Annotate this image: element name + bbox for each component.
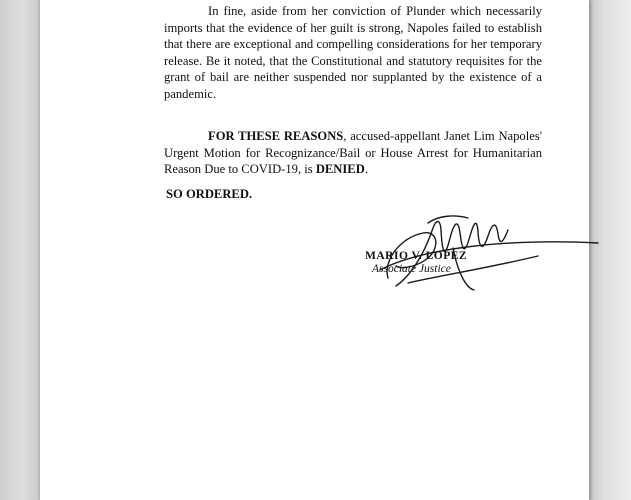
signatory-title: Associate Justice — [372, 263, 451, 275]
dispositive-end: . — [364, 162, 368, 176]
paragraph-conclusion: In fine, aside from her conviction of Plunder which necessarily imports that the evidence of her guilt is strong, Napoles failed to establish that there are exceptional and compelling considerations for her temporary release. Be it noted, that the Constitutional and statutory requisites for the grant of bail are neither suspended nor supplanted by the existence of a pandemic. — [164, 4, 542, 101]
dispositive-lead: FOR THESE REASONS — [208, 129, 344, 143]
document-page — [40, 0, 589, 500]
dispositive-body: , accused-appellant Janet Lim Napoles' Urgent Motion for Recognizance/Bail or House Arrest for Humanitarian Reason Due to COVID-19, is — [164, 129, 542, 176]
signatory-name: MARIO V. LOPEZ — [365, 250, 468, 262]
decision-word: DENIED — [315, 162, 365, 176]
paragraph-dispositive — [164, 128, 542, 178]
left-page-edge — [0, 0, 40, 500]
so-ordered: SO ORDERED. — [166, 187, 253, 201]
